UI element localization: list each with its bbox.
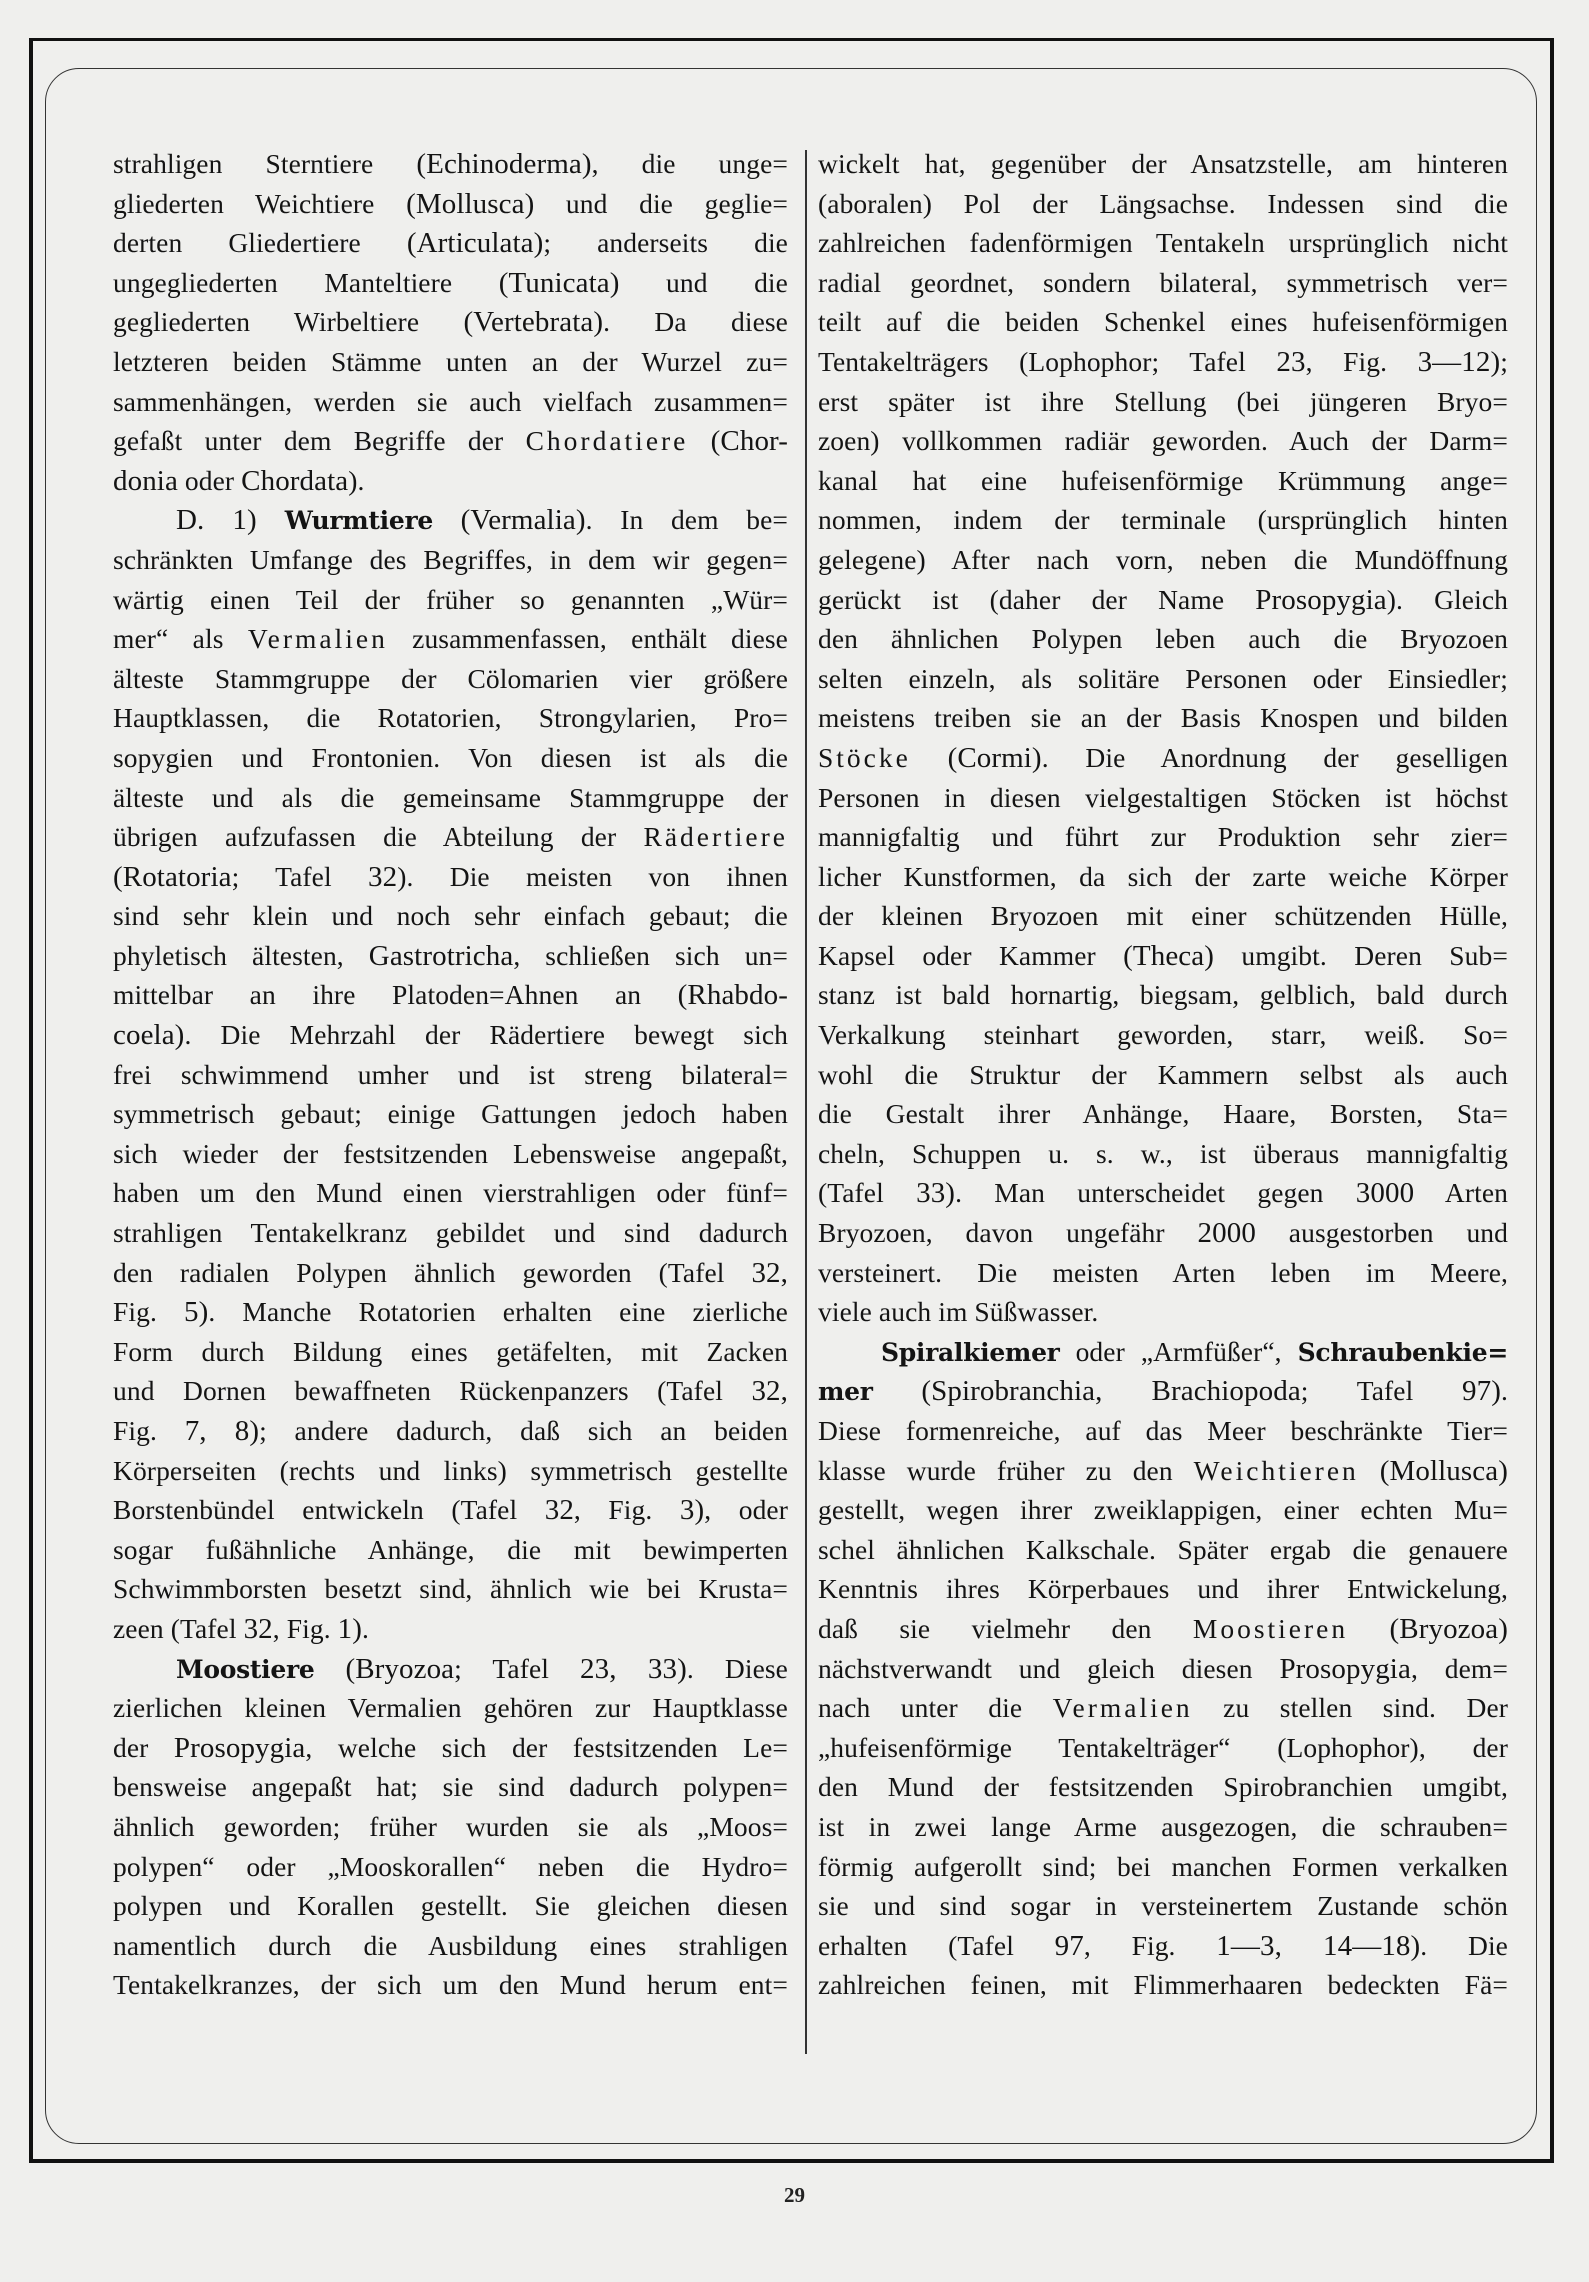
text-run: klasse wurde früher zu den (818, 1454, 1194, 1486)
latin-term: 1) (337, 1612, 363, 1645)
text-line (818, 857, 1508, 897)
text-run: frei schwimmend umher und ist streng bilateral= (113, 1058, 788, 1090)
text-run (433, 504, 461, 535)
text-line (113, 1609, 788, 1649)
text-run: ; Tafel (454, 1652, 580, 1684)
column-divider (805, 150, 807, 2054)
text-line (818, 975, 1508, 1015)
text-line (818, 1371, 1508, 1411)
text-run: licher Kunstformen, da sich der zarte weiche Körper (818, 860, 1508, 892)
text-line (818, 817, 1508, 857)
text-line (113, 738, 788, 778)
text-line (113, 1213, 788, 1253)
latin-term: (Echinoderma) (416, 148, 592, 180)
text-run: viele auch im Süßwasser. (818, 1296, 1099, 1328)
text-run: nächstverwandt und gleich diesen (818, 1652, 1280, 1684)
text-run: älteste und als die gemeinsame Stammgruppe der (113, 781, 788, 813)
text-run: stanz ist bald hornartig, biegsam, gelblich, bald durch (818, 979, 1508, 1011)
text-line (113, 1371, 788, 1411)
text-line (113, 223, 788, 263)
latin-term: Chordata (241, 464, 349, 497)
latin-term: (Vertebrata) (463, 306, 604, 339)
text-line (113, 1411, 788, 1451)
text-run: sind sehr klein und noch sehr einfach gebaut; die (113, 900, 788, 932)
text-line (818, 1253, 1508, 1293)
text-run: selten einzeln, als solitäre Personen oder Einsiedler; (818, 662, 1508, 694)
text-run: erst später ist ihre Stellung (bei jüngeren Bryo= (818, 385, 1508, 417)
text-run: Vermalien (247, 623, 388, 655)
text-run: Rädertiere (643, 821, 788, 853)
text-line (113, 1451, 788, 1491)
text-run: Form durch Bildung eines getäfelten, mit Zacken (113, 1335, 788, 1367)
text-run (873, 1375, 922, 1406)
text-run: wickelt hat, gegenüber der Ansatzstelle, am hinteren (818, 148, 1508, 179)
text-run: und die geglie= (534, 187, 788, 219)
text-line (113, 461, 788, 501)
latin-term: 97 (1054, 1929, 1084, 1962)
text-line (113, 1530, 788, 1570)
text-run: nach unter die (818, 1692, 1053, 1724)
text-run: den Mund der festsitzenden Spirobranchien umgibt, (818, 1771, 1508, 1803)
text-line (818, 184, 1508, 224)
latin-term: 33) (916, 1177, 956, 1210)
text-run: , die unge= (591, 148, 788, 179)
latin-term: 32 (243, 1612, 273, 1645)
latin-term: (Rotatoria (113, 860, 232, 893)
text-line (818, 1807, 1508, 1847)
text-run (1359, 1455, 1380, 1486)
latin-term: 1—3, 14—18) (1216, 1929, 1421, 1962)
text-run: Moostieren (1192, 1612, 1349, 1644)
text-run: erhalten (Tafel (818, 1929, 1055, 1961)
text-line (113, 1292, 788, 1332)
text-line (818, 1173, 1508, 1213)
text-line (113, 1490, 788, 1530)
text-run: Borstenbündel entwickeln (Tafel (113, 1494, 545, 1526)
text-line (113, 421, 788, 461)
page-number: 29 (784, 2183, 805, 2207)
text-line (113, 857, 788, 897)
text-line (113, 1688, 788, 1728)
text-run: Tentakelträgers (Lophophor; Tafel (818, 345, 1277, 377)
text-run: sopygien und Frontonien. Von diesen ist als die (113, 741, 788, 773)
section-heading-term: mer (818, 1377, 873, 1407)
text-run: , Fig. (1305, 345, 1418, 377)
latin-term: 32, (751, 1375, 788, 1408)
text-run: nommen, indem der terminale (ursprünglich hinten (818, 504, 1508, 536)
text-run: umgibt. Deren Sub= (1214, 939, 1508, 971)
text-line (818, 500, 1508, 540)
latin-term: Prosopygia (173, 1731, 306, 1764)
text-run: ). Die meisten von ihnen (397, 860, 788, 892)
text-line (113, 896, 788, 936)
text-run: älteste Stammgruppe der Cölomarien vier größere (113, 662, 788, 694)
latin-term: 2000 (1197, 1217, 1256, 1250)
latin-term: 23, 33) (580, 1652, 687, 1685)
text-run: zahlreichen feinen, mit Flimmerhaaren bedeckten Fä= (818, 1969, 1508, 2001)
text-run: Hauptklassen, die Rotatorien, Strongylarien, Pro= (113, 702, 788, 734)
text-run: ; anderseits die (543, 227, 788, 259)
text-run: . Manche Rotatorien erhalten eine zierliche (208, 1296, 788, 1328)
text-run: zusammenfassen, enthält diese (387, 623, 788, 655)
latin-term: (Articulata) (406, 227, 544, 260)
text-run: Diese formenreiche, auf das Meer beschränkte Tier= (818, 1415, 1508, 1446)
text-line (113, 1767, 788, 1807)
text-run: radial geordnet, sondern bilateral, symmetrisch ver= (818, 266, 1508, 298)
text-run: schel ähnlichen Kalkschale. Später ergab die genauere (818, 1533, 1508, 1565)
text-line (818, 738, 1508, 778)
text-run: . Man unterscheidet gegen (955, 1177, 1356, 1209)
text-run: Personen in diesen vielgestaltigen Stöcken ist höchst (818, 781, 1508, 813)
text-run: ungegliederten Manteltiere (113, 266, 499, 298)
text-run: zeen (Tafel (113, 1612, 244, 1644)
text-run: letzteren beiden Stämme unten an der Wurzel zu= (113, 345, 788, 377)
text-run: (Tafel (818, 1177, 917, 1209)
text-run: meistens treiben sie an der Basis Knospen und bilden (818, 702, 1508, 734)
text-run: Bryozoen, davon ungefähr (818, 1217, 1198, 1249)
text-run: , schließen sich un= (513, 939, 788, 971)
text-run: sammenhängen, werden sie auch vielfach zusammen= (113, 385, 788, 417)
text-run: ähnlich geworden; früher wurden sie als „Moos= (113, 1810, 788, 1842)
text-run: symmetrisch gebaut; einige Gattungen jedoch haben (113, 1098, 788, 1130)
text-line (113, 1569, 788, 1609)
text-line (818, 263, 1508, 303)
text-run: haben um den Mund einen vierstrahligen oder fünf= (113, 1177, 788, 1209)
text-line (818, 1332, 1508, 1372)
text-line (818, 461, 1508, 501)
text-line (113, 1015, 788, 1055)
text-run: ; Tafel (231, 860, 368, 892)
section-heading-term: Moostiere (176, 1654, 315, 1684)
text-run: , Fig. (1083, 1929, 1217, 1961)
text-run: oder (177, 464, 242, 496)
text-run: Stöcke (818, 741, 911, 773)
text-line (818, 619, 1508, 659)
text-run: cheln, Schuppen u. s. w., ist überaus mannigfaltig (818, 1137, 1508, 1169)
latin-term: 32 (544, 1494, 574, 1527)
text-line (818, 1055, 1508, 1095)
text-line (113, 975, 788, 1015)
latin-term: Prosopygia (1279, 1652, 1411, 1685)
text-line (113, 1094, 788, 1134)
text-run: derten Gliedertiere (113, 227, 407, 259)
latin-term: (Theca) (1123, 939, 1214, 972)
latin-term: Prosopygia (1255, 583, 1387, 616)
text-run: den ähnlichen Polypen leben auch die Bryozoen (818, 623, 1508, 655)
text-run: , Fig. (573, 1494, 680, 1526)
text-run: wärtig einen Teil der früher so genannten „Wür= (113, 583, 788, 615)
latin-term: (Vermalia) (460, 504, 586, 537)
text-line (113, 659, 788, 699)
text-line (113, 144, 788, 184)
text-line (818, 1728, 1508, 1768)
text-run: den radialen Polypen ähnlich geworden (Tafel (113, 1256, 752, 1288)
text-run: Vermalien (1052, 1692, 1193, 1724)
text-run: wohl die Struktur der Kammern selbst als auch (818, 1058, 1508, 1090)
text-line (818, 1847, 1508, 1887)
text-run: die Gestalt ihrer Anhänge, Haare, Borsten, Sta= (818, 1098, 1508, 1130)
text-line (818, 1926, 1508, 1966)
text-line (113, 936, 788, 976)
latin-term: (Mollusca) (1379, 1454, 1508, 1487)
text-line (818, 1411, 1508, 1451)
text-line (113, 1965, 788, 2005)
text-line (113, 1728, 788, 1768)
text-line (113, 382, 788, 422)
text-run: , dem= (1410, 1652, 1508, 1684)
text-line (818, 1490, 1508, 1530)
text-line (818, 302, 1508, 342)
text-line (113, 1134, 788, 1174)
text-line (818, 421, 1508, 461)
text-line (113, 184, 788, 224)
latin-term: Gastrotricha (368, 939, 514, 972)
text-run: schränkten Umfange des Begriffes, in dem wir gegen= (113, 543, 788, 575)
latin-term: 7, 8) (184, 1415, 260, 1447)
text-run: Fig. (113, 1296, 185, 1328)
text-run: mannigfaltig und führt zur Produktion sehr zier= (818, 821, 1508, 853)
text-run: teilt auf die beiden Schenkel eines hufeisenförmigen (818, 306, 1508, 338)
latin-term: donia (113, 464, 178, 497)
text-column-right (818, 144, 1508, 2005)
text-line (818, 1767, 1508, 1807)
text-run: ; andere dadurch, daß sich an beiden (259, 1415, 788, 1446)
text-line (818, 1886, 1508, 1926)
text-run: strahligen Sterntiere (113, 148, 417, 179)
text-run: Kapsel oder Kammer (818, 939, 1124, 971)
latin-term: 3—12) (1417, 345, 1501, 378)
latin-term: 32, (751, 1256, 788, 1289)
latin-term: (Mollusca) (406, 187, 535, 220)
text-line (818, 580, 1508, 620)
text-line (818, 936, 1508, 976)
text-run: zoen) vollkommen radiär geworden. Auch der Darm= (818, 425, 1508, 457)
text-run: sogar fußähnliche Anhänge, die mit bewimperten (113, 1533, 788, 1565)
text-run: gerückt ist (daher der Name (818, 583, 1256, 615)
text-run: . (362, 1612, 370, 1644)
text-line (113, 1253, 788, 1293)
text-line (818, 1015, 1508, 1055)
text-line (818, 144, 1508, 184)
text-line (818, 223, 1508, 263)
latin-term: 97) (1462, 1375, 1502, 1408)
text-line (113, 698, 788, 738)
text-run: , oder (704, 1494, 788, 1526)
text-run: Chordatiere (525, 425, 689, 457)
text-run: gefaßt unter dem Begriffe der (113, 425, 526, 457)
text-run: Verkalkung steinhart geworden, starr, weiß. So= (818, 1019, 1508, 1051)
text-line (818, 698, 1508, 738)
text-line (113, 540, 788, 580)
section-heading-term: Wurmtiere (284, 506, 433, 536)
section-heading-term: Schraubenkie= (1297, 1337, 1508, 1367)
text-run (1348, 1613, 1389, 1644)
text-line (818, 540, 1508, 580)
text-line (818, 382, 1508, 422)
text-run: Schwimmborsten besetzt sind, ähnlich wie bei Krusta= (113, 1573, 788, 1605)
text-run: , welche sich der festsitzenden Le= (305, 1731, 788, 1763)
text-run: der (113, 1731, 174, 1763)
text-run: ; Tafel (1300, 1375, 1463, 1407)
text-run: gegliederten Wirbeltiere (113, 306, 464, 338)
text-run: zu stellen sind. Der (1192, 1692, 1509, 1724)
text-run: phyletisch ältesten, (113, 939, 369, 971)
text-line (818, 1213, 1508, 1253)
text-line (113, 1332, 788, 1372)
text-line (818, 342, 1508, 382)
text-run: . Diese (686, 1652, 788, 1684)
text-line (818, 1530, 1508, 1570)
text-line (113, 342, 788, 382)
text-run: (aboralen) Pol der Längsachse. Indessen sind die (818, 187, 1508, 219)
text-run: „hufeisenförmige Tentakelträger“ (Lophophor), der (818, 1731, 1508, 1763)
text-run (688, 425, 710, 456)
text-run (314, 1653, 345, 1684)
latin-term: 3) (679, 1494, 705, 1527)
latin-term: (Rhabdo- (677, 979, 788, 1012)
latin-term: (Bryozoa) (1389, 1612, 1508, 1645)
text-run: . Die (1420, 1929, 1508, 1961)
text-line (113, 1649, 788, 1689)
text-line (113, 1173, 788, 1213)
latin-term: (Tunicata) (498, 266, 620, 299)
text-run: Tentakelkranzes, der sich um den Mund herum ent= (113, 1969, 788, 2001)
text-line (113, 1847, 788, 1887)
text-line (818, 1292, 1508, 1332)
text-line (113, 500, 788, 540)
text-run: daß sie vielmehr den (818, 1612, 1193, 1644)
text-line (113, 1055, 788, 1095)
text-run: Kenntnis ihres Körperbaues und ihrer Entwickelung, (818, 1573, 1508, 1605)
text-run: sie und sind sogar in versteinertem Zustande schön (818, 1890, 1508, 1922)
text-run: mittelbar an ihre Platoden=Ahnen an (113, 979, 678, 1011)
text-run: kanal hat eine hufeisenförmige Krümmung ange= (818, 464, 1508, 496)
text-line (818, 1134, 1508, 1174)
latin-term: (Cormi) (947, 741, 1042, 774)
text-run: und die (619, 266, 788, 298)
latin-term: D. 1) (176, 504, 285, 537)
text-run: ). Gleich (1386, 583, 1508, 615)
text-run: Fig. (113, 1415, 185, 1446)
text-run: Körperseiten (rechts und links) symmetrisch gestellte (113, 1454, 788, 1486)
section-heading-term: Spiralkiemer (881, 1337, 1060, 1367)
text-line (818, 778, 1508, 818)
latin-term: (Bryozoa (345, 1652, 455, 1685)
text-run: mer“ als (113, 623, 248, 655)
text-run: . (1501, 1375, 1508, 1407)
text-line (113, 1807, 788, 1847)
text-column-left (113, 144, 788, 2005)
text-line (113, 580, 788, 620)
text-line (113, 778, 788, 818)
latin-term: 3000 (1355, 1177, 1415, 1210)
text-run: und Dornen bewaffneten Rückenpanzers (Tafel (113, 1375, 752, 1407)
text-run: versteinert. Die meisten Arten leben im Meere, (818, 1256, 1508, 1288)
text-run: . Die Anordnung der geselligen (1041, 741, 1509, 773)
text-line (818, 896, 1508, 936)
text-line (818, 1569, 1508, 1609)
text-run: oder „Armfüßer“, (1059, 1335, 1298, 1367)
text-run (911, 742, 948, 773)
text-line (113, 817, 788, 857)
text-run: polypen“ oder „Mooskorallen“ neben die Hydro= (113, 1850, 788, 1882)
text-run: gestellt, wegen ihrer zweiklappigen, einer echten Mu= (818, 1494, 1508, 1526)
text-run: . Da diese (603, 306, 788, 338)
text-run: ausgestorben und (1255, 1217, 1508, 1249)
text-run: ist in zwei lange Arme ausgezogen, die schrauben= (818, 1810, 1508, 1842)
text-run: polypen und Korallen gestellt. Sie gleichen diesen (113, 1890, 788, 1922)
text-run: der kleinen Bryozoen mit einer schützenden Hülle, (818, 900, 1508, 932)
text-line (113, 1926, 788, 1966)
latin-term: 32 (368, 860, 398, 893)
text-run: . In dem be= (585, 504, 788, 536)
text-run: förmig aufgerollt sind; bei manchen Formen verkalken (818, 1850, 1508, 1882)
latin-term: (Spirobranchia, Brachiopoda (921, 1375, 1301, 1408)
text-line (818, 1649, 1508, 1689)
latin-term: 5) (184, 1296, 209, 1329)
latin-term: coela) (113, 1019, 185, 1052)
text-run: übrigen aufzufassen die Abteilung der (113, 821, 644, 853)
text-run: zierlichen kleinen Vermalien gehören zur Hauptklasse (113, 1692, 788, 1724)
text-run: namentlich durch die Ausbildung eines strahligen (113, 1929, 788, 1961)
latin-term: 23 (1276, 345, 1306, 378)
text-line (818, 659, 1508, 699)
text-line (818, 1094, 1508, 1134)
text-line (113, 619, 788, 659)
text-run: ; (1500, 345, 1508, 377)
text-run: sich wieder der festsitzenden Lebensweise angepaßt, (113, 1137, 788, 1169)
text-line (818, 1965, 1508, 2005)
text-line (113, 263, 788, 303)
text-line (818, 1451, 1508, 1491)
text-run: ). (348, 464, 365, 496)
text-run: , Fig. (272, 1612, 338, 1644)
text-run: Arten (1414, 1177, 1509, 1209)
text-line (113, 1886, 788, 1926)
text-run: gelegene) After nach vorn, neben die Mundöffnung (818, 543, 1508, 575)
text-run: bensweise angepaßt hat; sie sind dadurch polypen= (113, 1771, 788, 1803)
text-run: Weichtieren (1193, 1454, 1359, 1486)
text-line (113, 302, 788, 342)
latin-term: (Chor- (710, 425, 788, 458)
text-run: strahligen Tentakelkranz gebildet und sind dadurch (113, 1217, 788, 1249)
text-run: zahlreichen fadenförmigen Tentakeln ursprünglich nicht (818, 227, 1508, 259)
text-run: . Die Mehrzahl der Rädertiere bewegt sich (184, 1019, 788, 1051)
text-line (818, 1609, 1508, 1649)
text-run: gliederten Weichtiere (113, 187, 407, 219)
text-line (818, 1688, 1508, 1728)
